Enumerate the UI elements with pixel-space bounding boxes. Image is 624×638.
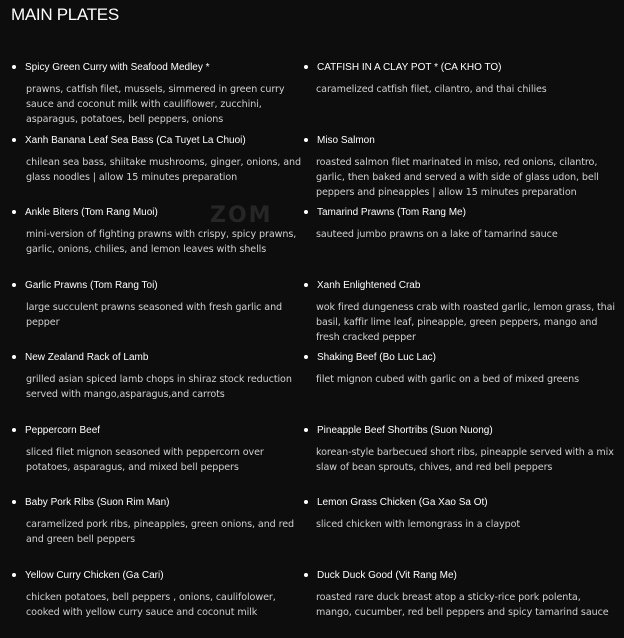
bullet-icon bbox=[12, 573, 16, 577]
menu-item-name: Tamarind Prawns (Tom Rang Me) bbox=[304, 205, 616, 219]
bullet-icon bbox=[304, 500, 308, 504]
menu-item-description: sliced chicken with lemongrass in a claypot bbox=[316, 519, 521, 530]
menu-item-name: Miso Salmon bbox=[304, 133, 616, 147]
menu-item bbox=[12, 133, 304, 185]
menu-item-description: large succulent prawns seasoned with fresh garlic and pepper bbox=[26, 302, 283, 328]
bullet-icon bbox=[304, 283, 308, 287]
bullet-icon bbox=[12, 500, 16, 504]
menu-item-description: prawns, catfish filet, mussels, simmered in green curry sauce and coconut milk with cauliflower, zucchini, asparagus, potatoes, bell peppers, onions bbox=[26, 84, 285, 125]
menu-item bbox=[12, 278, 304, 330]
bullet-icon bbox=[12, 65, 16, 69]
menu-item-description: grilled asian spiced lamb chops in shiraz stock reduction served with mango,asparagus,and carrots bbox=[26, 374, 292, 400]
menu-item-name: Ankle Biters (Tom Rang Muoi) bbox=[12, 205, 304, 219]
bullet-icon bbox=[304, 210, 308, 214]
menu-item bbox=[304, 278, 616, 345]
bullet-icon bbox=[12, 355, 16, 359]
menu-item-name: Duck Duck Good (Vit Rang Me) bbox=[304, 568, 616, 582]
bullet-icon bbox=[304, 428, 308, 432]
bullet-icon bbox=[12, 428, 16, 432]
page-title: MAIN PLATES bbox=[11, 5, 119, 24]
menu-item-name: Lemon Grass Chicken (Ga Xao Sa Ot) bbox=[304, 495, 616, 509]
menu-item bbox=[12, 205, 304, 257]
menu-item-description: mini-version of fighting prawns with crispy, spicy prawns, garlic, onions, chilies, and lemon leaves with shells bbox=[26, 229, 297, 255]
menu-item-description: filet mignon cubed with garlic on a bed of mixed greens bbox=[316, 374, 580, 385]
menu-item-name: Xanh Enlightened Crab bbox=[304, 278, 616, 292]
menu-item bbox=[304, 60, 616, 97]
menu-item-name: CATFISH IN A CLAY POT * (CA KHO TO) bbox=[304, 60, 616, 74]
menu-item-name: Spicy Green Curry with Seafood Medley * bbox=[12, 60, 304, 74]
bullet-icon bbox=[304, 65, 308, 69]
menu-item-description: chilean sea bass, shiitake mushrooms, ginger, onions, and glass noodles | allow 15 minutes preparation bbox=[26, 157, 302, 183]
menu-item bbox=[304, 133, 616, 200]
menu-item-description: caramelized pork ribs, pineapples, green onions, and red and green bell peppers bbox=[26, 519, 295, 545]
menu-item-description: wok fired dungeness crab with roasted garlic, lemon grass, thai basil, kaffir lime leaf, pineapple, green peppers, mango and fresh cracked pepper bbox=[316, 302, 615, 343]
menu-item-name: Peppercorn Beef bbox=[12, 423, 304, 437]
menu-item-description: roasted rare duck breast atop a sticky-rice pork polenta, mango, cucumber, red bell peppers and spicy tamarind sauce bbox=[316, 592, 609, 618]
menu-item-description: sauteed jumbo prawns on a lake of tamarind sauce bbox=[316, 229, 558, 240]
menu-item bbox=[12, 423, 304, 475]
bullet-icon bbox=[304, 573, 308, 577]
menu-item bbox=[304, 568, 616, 620]
menu-item bbox=[304, 205, 616, 242]
menu-item-name: Garlic Prawns (Tom Rang Toi) bbox=[12, 278, 304, 292]
bullet-icon bbox=[12, 283, 16, 287]
watermark: ZOM bbox=[210, 203, 273, 228]
menu-item-name: New Zealand Rack of Lamb bbox=[12, 350, 304, 364]
bullet-icon bbox=[12, 210, 16, 214]
menu-item bbox=[304, 423, 616, 475]
menu-item bbox=[12, 495, 304, 547]
menu-item-name: Yellow Curry Chicken (Ga Cari) bbox=[12, 568, 304, 582]
menu-item-description: roasted salmon filet marinated in miso, red onions, cilantro, garlic, then baked and served a with side of glass udon, bell peppers and pineapples | allow 15 minutes preparation bbox=[316, 157, 599, 198]
menu-item bbox=[304, 350, 616, 387]
menu-item-description: chicken potatoes, bell peppers , onions, caulifolower, cooked with yellow curry sauce and coconut milk bbox=[26, 592, 276, 618]
menu-item bbox=[12, 350, 304, 402]
bullet-icon bbox=[304, 138, 308, 142]
menu-item bbox=[12, 60, 304, 127]
menu-item-name: Pineapple Beef Shortribs (Suon Nuong) bbox=[304, 423, 616, 437]
menu-item bbox=[304, 495, 616, 532]
bullet-icon bbox=[12, 138, 16, 142]
menu-item-name: Baby Pork Ribs (Suon Rim Man) bbox=[12, 495, 304, 509]
menu-item-description: korean-style barbecued short ribs, pineapple served with a mix slaw of bean sprouts, chives, and red bell peppers bbox=[316, 447, 614, 473]
menu-item-name: Xanh Banana Leaf Sea Bass (Ca Tuyet La Chuoi) bbox=[12, 133, 304, 147]
menu-item-description: caramelized catfish filet, cilantro, and thai chilies bbox=[316, 84, 547, 95]
bullet-icon bbox=[304, 355, 308, 359]
menu-item-description: sliced filet mignon seasoned with peppercorn over potatoes, asparagus, and mixed bell peppers bbox=[26, 447, 264, 473]
menu-item bbox=[12, 568, 304, 620]
menu-item-name: Shaking Beef (Bo Luc Lac) bbox=[304, 350, 616, 364]
